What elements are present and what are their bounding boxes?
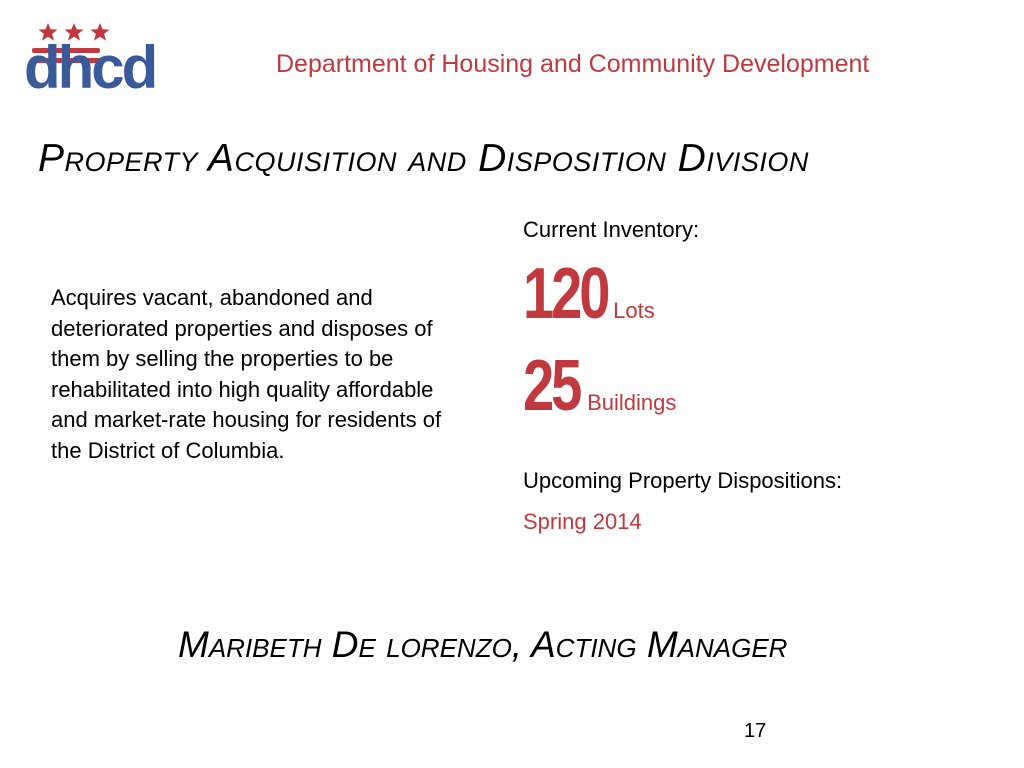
- division-description: Acquires vacant, abandoned and deteriorated properties and disposes of them by selling the properties to be rehabilitated into high quality affordable and market-rate housing for residents of the District of Columbia.: [51, 285, 442, 463]
- upcoming-date: Spring 2014: [523, 509, 642, 534]
- logo-text: dhcd: [24, 34, 156, 101]
- dhcd-logo: [24, 22, 184, 100]
- lots-count: 120: [523, 254, 608, 334]
- upcoming-label: Upcoming Property Dispositions:: [523, 468, 843, 493]
- slide-title: Property Acquisition and Disposition Division: [38, 137, 809, 180]
- page-number: 17: [744, 720, 767, 742]
- buildings-stat: [523, 346, 677, 426]
- lots-unit: Lots: [613, 298, 655, 323]
- buildings-unit: Buildings: [587, 390, 677, 415]
- lots-stat: [523, 254, 655, 334]
- manager-name: Maribeth De lorenzo, Acting Manager: [178, 624, 788, 665]
- department-name: Department of Housing and Community Development: [276, 50, 870, 78]
- buildings-count: 25: [523, 346, 580, 426]
- inventory-label: Current Inventory:: [523, 217, 700, 242]
